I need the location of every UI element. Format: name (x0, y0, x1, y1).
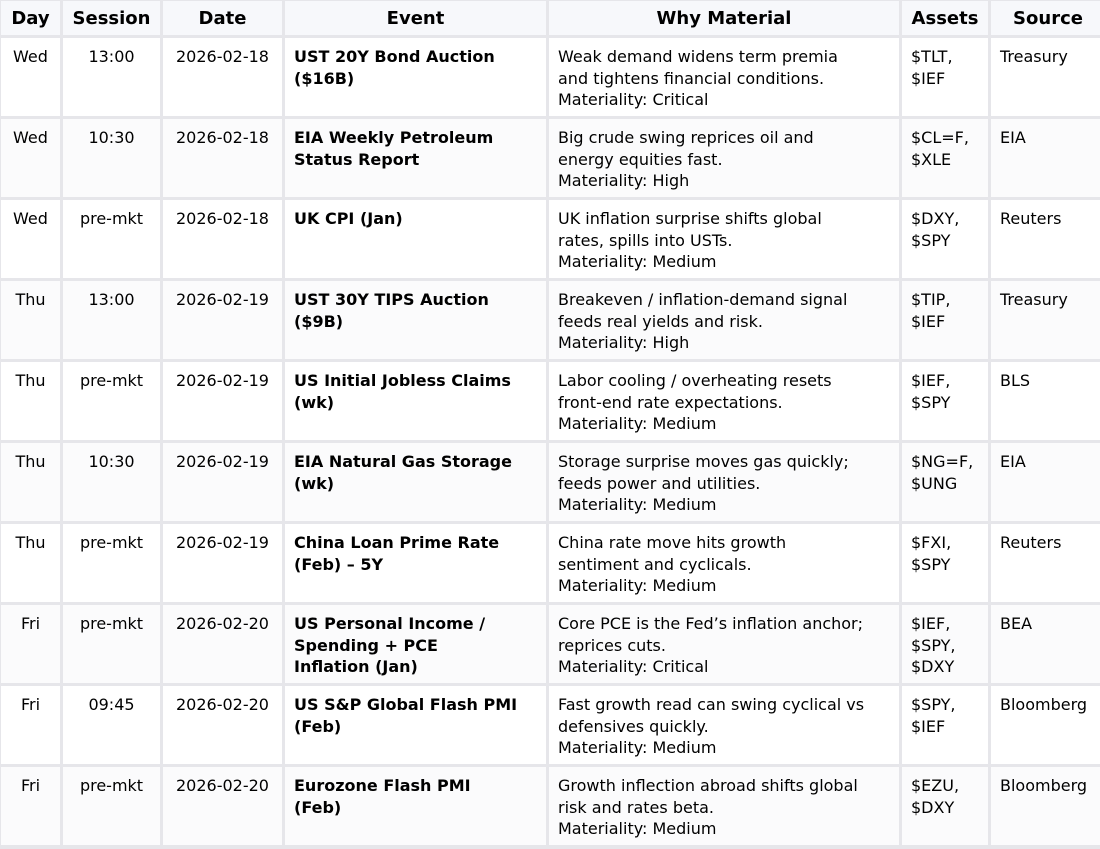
source-cell: BEA (991, 605, 1100, 683)
event-line: (wk) (294, 473, 335, 493)
assets-cell (902, 119, 988, 197)
why-line: and tightens financial conditions. (558, 68, 825, 88)
date-cell: 2026-02-20 (163, 686, 282, 764)
why-line: Big crude swing reprices oil and (558, 128, 814, 147)
assets-cell (902, 362, 988, 440)
event-line: US S&P Global Flash PMI (294, 695, 518, 714)
event-cell (285, 443, 546, 521)
why-line: Breakeven / inflation-demand signal (558, 290, 848, 309)
event-line: UK CPI (Jan) (294, 209, 403, 228)
assets-cell (902, 686, 988, 764)
event-line: ($16B) (294, 68, 355, 88)
session-cell: 13:00 (63, 38, 160, 116)
column-header-assets[interactable]: Assets (902, 1, 988, 35)
event-line: (Feb) (294, 716, 342, 736)
asset-ticker: $SPY, (911, 635, 956, 655)
source-cell: Reuters (991, 524, 1100, 602)
date-cell: 2026-02-19 (163, 443, 282, 521)
asset-ticker: $SPY (911, 554, 951, 574)
asset-ticker: $DXY (911, 657, 955, 676)
event-cell (285, 767, 546, 845)
event-line: UST 20Y Bond Auction (294, 47, 495, 66)
event-line: EIA Weekly Petroleum (294, 128, 494, 147)
event-line: US Personal Income / (294, 614, 486, 633)
asset-ticker: $DXY, (911, 209, 960, 228)
why-line: Materiality: High (558, 171, 690, 190)
source-cell: Reuters (991, 200, 1100, 278)
event-line: (Feb) (294, 797, 342, 817)
event-line: EIA Natural Gas Storage (294, 452, 512, 471)
asset-ticker: $TLT, (911, 47, 953, 66)
session-cell: 09:45 (63, 686, 160, 764)
why-line: rates, spills into USTs. (558, 230, 733, 250)
why-material-cell (549, 767, 899, 845)
why-material-cell (549, 605, 899, 683)
session-cell: pre-mkt (63, 524, 160, 602)
session-cell: pre-mkt (63, 200, 160, 278)
asset-ticker: $IEF (911, 716, 946, 736)
day-cell: Fri (1, 767, 60, 845)
why-line: Core PCE is the Fed’s inflation anchor; (558, 614, 864, 633)
why-line: Materiality: Medium (558, 576, 717, 595)
why-line: Growth inflection abroad shifts global (558, 776, 858, 795)
date-cell: 2026-02-19 (163, 281, 282, 359)
why-line: UK inflation surprise shifts global (558, 209, 822, 228)
date-cell: 2026-02-18 (163, 200, 282, 278)
why-material-cell (549, 362, 899, 440)
day-cell: Thu (1, 362, 60, 440)
why-line: Materiality: Medium (558, 414, 717, 433)
asset-ticker: $EZU, (911, 776, 960, 795)
day-cell: Fri (1, 686, 60, 764)
asset-ticker: $FXI, (911, 533, 952, 552)
assets-cell (902, 605, 988, 683)
why-line: Weak demand widens term premia (558, 47, 838, 66)
source-cell: Treasury (991, 281, 1100, 359)
event-line: Eurozone Flash PMI (294, 776, 471, 795)
why-line: sentiment and cyclicals. (558, 554, 752, 574)
why-material-cell (549, 524, 899, 602)
source-cell: EIA (991, 119, 1100, 197)
why-line: Materiality: Critical (558, 90, 709, 109)
table-row[interactable] (1, 281, 1100, 359)
event-line: Status Report (294, 149, 420, 169)
why-line: feeds power and utilities. (558, 473, 761, 493)
date-cell: 2026-02-20 (163, 605, 282, 683)
session-cell: 10:30 (63, 443, 160, 521)
why-line: Materiality: Medium (558, 495, 717, 514)
column-header-day[interactable]: Day (1, 1, 60, 35)
event-line: Spending + PCE (294, 635, 438, 655)
source-cell: Bloomberg (991, 767, 1100, 845)
table-body (1, 38, 1100, 845)
asset-ticker: $SPY, (911, 695, 956, 714)
day-cell: Thu (1, 524, 60, 602)
event-cell (285, 362, 546, 440)
asset-ticker: $DXY (911, 797, 955, 817)
column-header-session[interactable]: Session (63, 1, 160, 35)
event-line: China Loan Prime Rate (294, 533, 500, 552)
why-line: Materiality: High (558, 333, 690, 352)
why-line: feeds real yields and risk. (558, 311, 763, 331)
event-line: US Initial Jobless Claims (294, 371, 511, 390)
asset-ticker: $TIP, (911, 290, 951, 309)
event-line: (wk) (294, 392, 335, 412)
day-cell: Wed (1, 38, 60, 116)
assets-cell (902, 443, 988, 521)
date-cell: 2026-02-19 (163, 362, 282, 440)
column-header-event[interactable]: Event (285, 1, 546, 35)
event-line: ($9B) (294, 311, 344, 331)
why-line: Fast growth read can swing cyclical vs (558, 695, 865, 714)
assets-cell (902, 200, 988, 278)
event-line: Inflation (Jan) (294, 657, 418, 676)
asset-ticker: $UNG (911, 473, 958, 493)
table-row[interactable] (1, 38, 1100, 116)
source-cell: BLS (991, 362, 1100, 440)
why-line: Materiality: Critical (558, 657, 709, 676)
asset-ticker: $IEF (911, 311, 946, 331)
why-material-cell (549, 686, 899, 764)
why-line: Labor cooling / overheating resets (558, 371, 832, 390)
column-header-why-material[interactable]: Why Material (549, 1, 899, 35)
why-line: energy equities fast. (558, 149, 723, 169)
asset-ticker: $IEF, (911, 371, 951, 390)
why-material-cell (549, 443, 899, 521)
event-cell (285, 38, 546, 116)
day-cell: Fri (1, 605, 60, 683)
why-line: risk and rates beta. (558, 797, 714, 817)
why-line: Materiality: Medium (558, 738, 717, 757)
session-cell: pre-mkt (63, 362, 160, 440)
source-cell: Treasury (991, 38, 1100, 116)
event-cell (285, 605, 546, 683)
why-line: defensives quickly. (558, 716, 709, 736)
day-cell: Wed (1, 200, 60, 278)
event-cell (285, 686, 546, 764)
why-material-cell (549, 281, 899, 359)
session-cell: pre-mkt (63, 605, 160, 683)
why-line: reprices cuts. (558, 635, 666, 655)
table-row[interactable] (1, 524, 1100, 602)
asset-ticker: $IEF, (911, 614, 951, 633)
session-cell: 13:00 (63, 281, 160, 359)
session-cell: 10:30 (63, 119, 160, 197)
table-row[interactable] (1, 605, 1100, 683)
table-row[interactable] (1, 119, 1100, 197)
session-cell: pre-mkt (63, 767, 160, 845)
column-header-source[interactable]: Source (991, 1, 1100, 35)
date-cell: 2026-02-18 (163, 38, 282, 116)
event-cell (285, 119, 546, 197)
event-cell (285, 281, 546, 359)
table-row[interactable] (1, 362, 1100, 440)
why-line: China rate move hits growth (558, 533, 787, 552)
source-cell: Bloomberg (991, 686, 1100, 764)
why-line: Materiality: Medium (558, 819, 717, 838)
date-cell: 2026-02-20 (163, 767, 282, 845)
event-cell (285, 524, 546, 602)
assets-cell (902, 767, 988, 845)
event-cell (285, 200, 546, 278)
assets-cell (902, 38, 988, 116)
table-row[interactable] (1, 686, 1100, 764)
why-line: Storage surprise moves gas quickly; (558, 452, 849, 471)
asset-ticker: $SPY (911, 230, 951, 250)
event-line: UST 30Y TIPS Auction (294, 290, 489, 309)
asset-ticker: $XLE (911, 149, 952, 169)
day-cell: Wed (1, 119, 60, 197)
column-header-date[interactable]: Date (163, 1, 282, 35)
why-line: Materiality: Medium (558, 252, 717, 271)
table-row[interactable] (1, 443, 1100, 521)
date-cell: 2026-02-19 (163, 524, 282, 602)
header-row (1, 1, 1100, 35)
asset-ticker: $IEF (911, 68, 946, 88)
why-line: front-end rate expectations. (558, 392, 783, 412)
day-cell: Thu (1, 281, 60, 359)
asset-ticker: $CL=F, (911, 128, 969, 147)
table-row[interactable] (1, 767, 1100, 845)
date-cell: 2026-02-18 (163, 119, 282, 197)
assets-cell (902, 524, 988, 602)
asset-ticker: $SPY (911, 392, 951, 412)
why-material-cell (549, 119, 899, 197)
event-line: (Feb) – 5Y (294, 554, 384, 574)
source-cell: EIA (991, 443, 1100, 521)
why-material-cell (549, 200, 899, 278)
why-material-cell (549, 38, 899, 116)
table-row[interactable] (1, 200, 1100, 278)
asset-ticker: $NG=F, (911, 452, 974, 471)
day-cell: Thu (1, 443, 60, 521)
assets-cell (902, 281, 988, 359)
